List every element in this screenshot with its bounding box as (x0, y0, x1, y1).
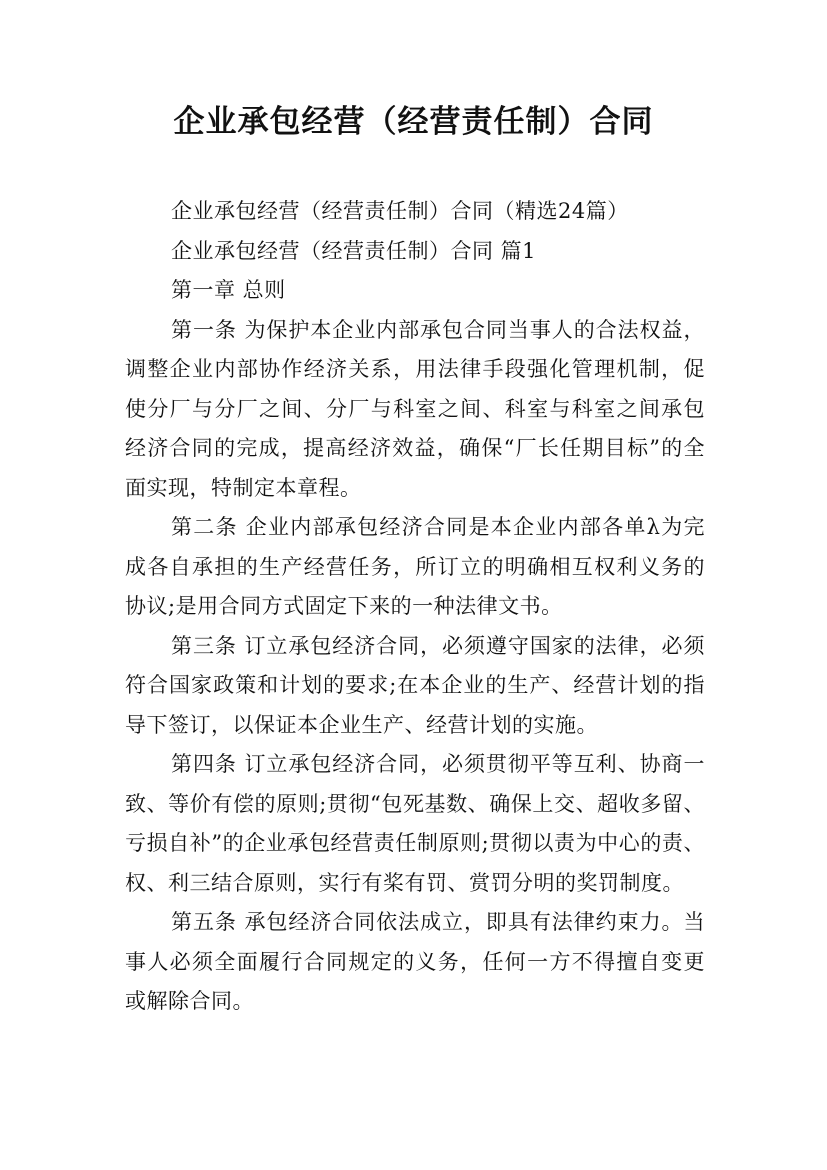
article-2: 第二条 企业内部承包经济合同是本企业内部各单λ为完成各自承担的生产经营任务，所订立的明确相互权利义务的协议;是用合同方式固定下来的一种法律文书。 (125, 515, 705, 618)
article-1: 第一条 为保护本企业内部承包合同当事人的合法权益，调整企业内部协作经济关系，用法律手段强化管理机制，促使分厂与分厂之间、分厂与科室之间、科室与科室之间承包经济合同的完成，提高经济效益，确保“厂长任期目标”的全面实现，特制定本章程。 (125, 317, 705, 500)
document-body (125, 192, 705, 1022)
article-5: 第五条 承包经济合同依法成立，即具有法律约束力。当事人必须全面履行合同规定的义务，任何一方不得擅自变更或解除合同。 (125, 910, 705, 1013)
section-heading: 企业承包经营（经营责任制）合同 篇1 (171, 238, 537, 263)
chapter-heading: 第一章 总则 (171, 278, 286, 302)
article-4: 第四条 订立承包经济合同，必须贯彻平等互利、协商一致、等价有偿的原则;贯彻“包死基数、确保上交、超收多留、亏损自补”的企业承包经营责任制原则;贯彻以责为中心的责、权、利三结合原则，实行有桨有罚、赏罚分明的奖罚制度。 (125, 752, 705, 895)
subtitle-paragraph: 企业承包经营（经营责任制）合同（精选24篇） (171, 199, 629, 223)
article-3: 第三条 订立承包经济合同，必须遵守国家的法律，必须符合国家政策和计划的要求;在本企业的生产、经营计划的指导下签订，以保证本企业生产、经营计划的实施。 (125, 633, 705, 737)
document-title: 企业承包经营（经营责任制）合同 (173, 104, 654, 140)
